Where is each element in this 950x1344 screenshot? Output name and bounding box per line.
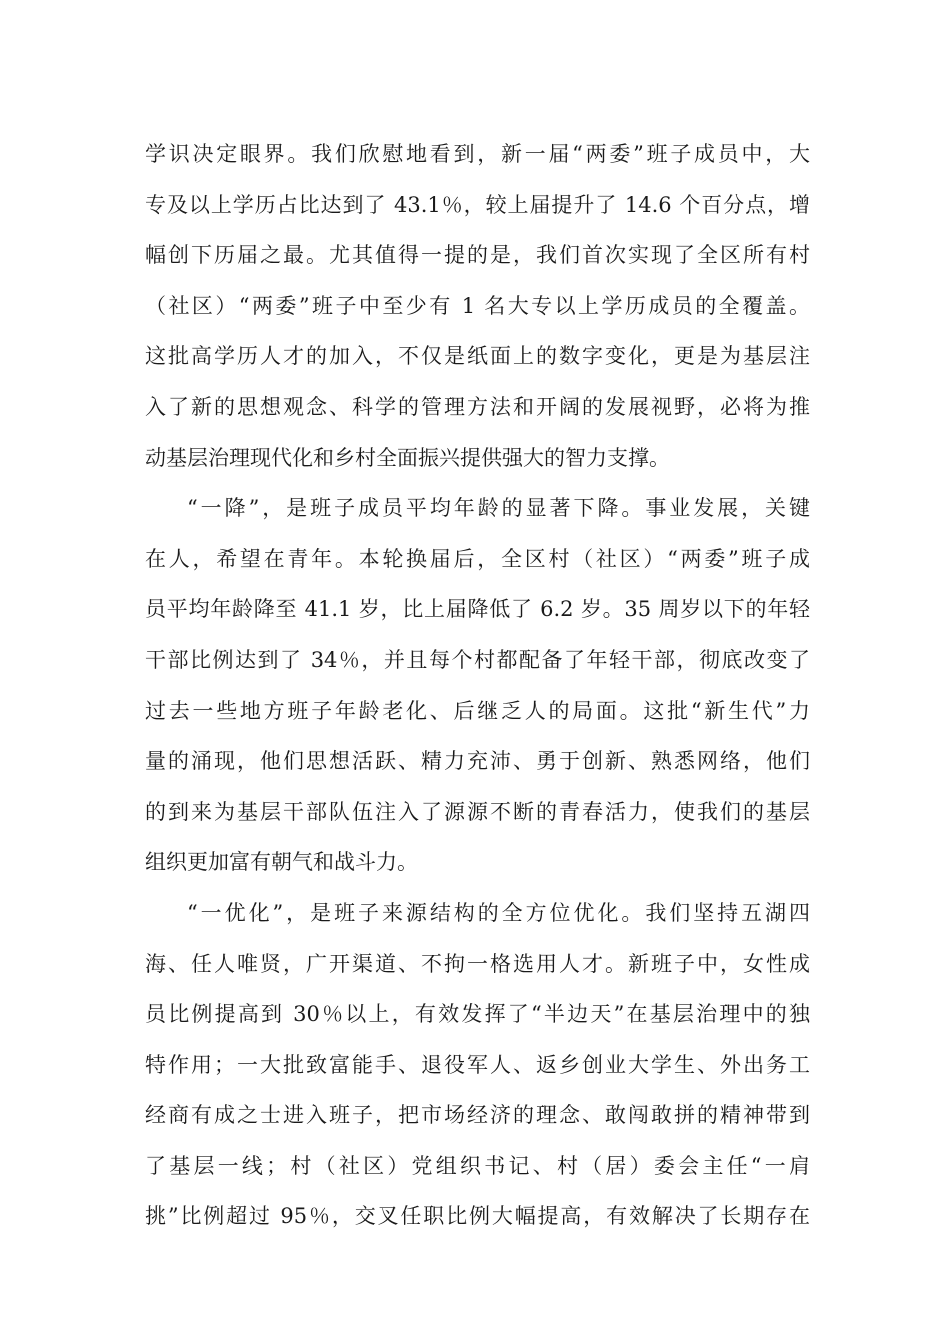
paragraph-3-line-1: “一优化”，是班子来源结构的全方位优化。我们坚持五湖四 — [187, 900, 810, 925]
paragraph-1-line-6: 入了新的思想观念、科学的管理方法和开阔的发展视野，必将为推 — [145, 394, 810, 419]
paragraph-1-line-5: 这批高学历人才的加入，不仅是纸面上的数字变化，更是为基层注 — [145, 344, 810, 369]
paragraph-3-line-5: 经商有成之士进入班子，把市场经济的理念、敢闯敢拼的精神带到 — [145, 1103, 810, 1128]
paragraph-3-line-3: 员比例提高到 30％以上，有效发挥了“半边天”在基层治理中的独 — [145, 1002, 810, 1027]
paragraph-1-line-2: 专及以上学历占比达到了 43.1％，较上届提升了 14.6 个百分点，增 — [145, 192, 810, 217]
paragraph-1-line-1: 学识决定眼界。我们欣慰地看到，新一届“两委”班子成员中，大 — [145, 142, 810, 166]
paragraph-3-line-7: 挑”比例超过 95％，交叉任职比例大幅提高，有效解决了长期存在 — [145, 1204, 810, 1229]
paragraph-2-line-6: 量的涌现，他们思想活跃、精力充沛、勇于创新、熟悉网络，他们 — [145, 749, 810, 774]
paragraph-2-line-4: 干部比例达到了 34％，并且每个村都配备了年轻干部，彻底改变了 — [145, 647, 810, 672]
paragraph-1-line-7: 动基层治理现代化和乡村全面振兴提供强大的智力支撑。 — [145, 445, 670, 470]
paragraph-2-line-3: 员平均年龄降至 41.1 岁，比上届降低了 6.2 岁。35 周岁以下的年轻 — [145, 597, 810, 622]
paragraph-2-line-7: 的到来为基层干部队伍注入了源源不断的青春活力，使我们的基层 — [145, 799, 810, 824]
paragraph-2-line-8: 组织更加富有朝气和战斗力。 — [145, 850, 418, 875]
paragraph-2-line-2: 在人，希望在青年。本轮换届后，全区村（社区）“两委”班子成 — [145, 546, 810, 571]
paragraph-2-line-5: 过去一些地方班子年龄老化、后继乏人的局面。这批“新生代”力 — [145, 698, 810, 723]
body-text — [145, 129, 810, 1242]
paragraph-1-line-3: 幅创下历届之最。尤其值得一提的是，我们首次实现了全区所有村 — [145, 243, 810, 268]
paragraph-3-line-4: 特作用；一大批致富能手、退役军人、返乡创业大学生、外出务工 — [145, 1052, 810, 1077]
paragraph-1-line-4: （社区）“两委”班子中至少有 1 名大专以上学历成员的全覆盖。 — [145, 293, 810, 318]
paragraph-3-line-2: 海、任人唯贤，广开渠道、不拘一格选用人才。新班子中，女性成 — [145, 951, 810, 976]
paragraph-2-line-1: “一降”，是班子成员平均年龄的显著下降。事业发展，关键 — [187, 496, 810, 521]
paragraph-3-line-6: 了基层一线；村（社区）党组织书记、村（居）委会主任“一肩 — [145, 1153, 810, 1178]
